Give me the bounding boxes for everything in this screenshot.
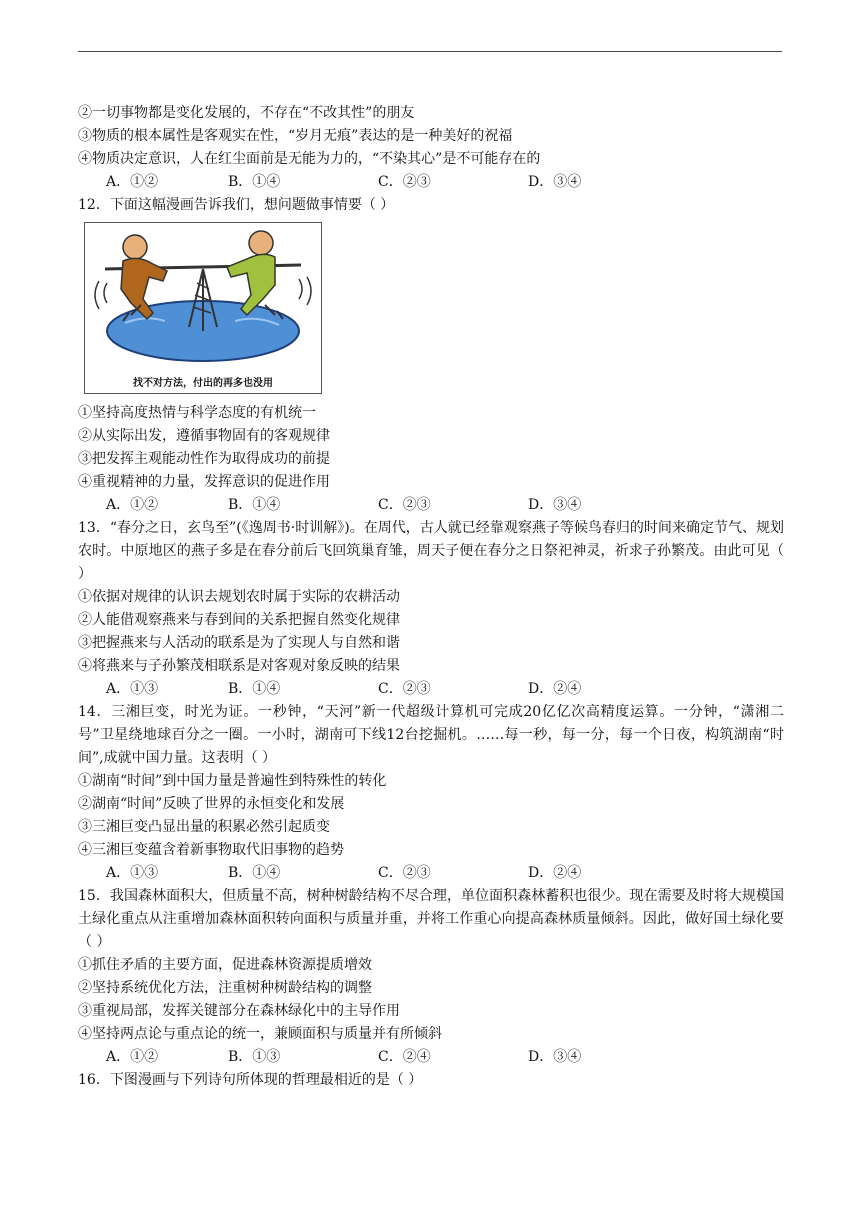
choice-b: B．①④ <box>228 174 281 190</box>
option-line: ③三湘巨变凸显出量的积累必然引起质变 <box>78 819 330 835</box>
choice-d: D．②④ <box>528 681 582 697</box>
cartoon-image <box>84 222 322 394</box>
choice-c: C．②④ <box>378 1049 431 1065</box>
option-line: ①抓住矛盾的主要方面，促进森林资源提质增效 <box>78 957 372 973</box>
choice-b: B．①③ <box>228 1049 281 1065</box>
option-line: ①湖南“时间”到中国力量是普遍性到特殊性的转化 <box>78 773 387 789</box>
choice-b: B．①④ <box>228 497 281 513</box>
choice-a: A．①③ <box>106 681 159 697</box>
cartoon-illustration <box>85 223 321 393</box>
cartoon-caption: 找不对方法，付出的再多也没用 <box>133 378 273 389</box>
option-line: ④三湘巨变蕴含着新事物取代旧事物的趋势 <box>78 842 344 858</box>
option-line: ③把握燕来与人活动的联系是为了实现人与自然和谐 <box>78 635 400 651</box>
choice-c: C．②③ <box>378 681 431 697</box>
option-line: ④坚持两点论与重点论的统一，兼顾面积与质量并有所倾斜 <box>78 1026 442 1042</box>
option-line: ③把发挥主观能动性作为取得成功的前提 <box>78 451 330 467</box>
choice-b: B．①④ <box>228 865 281 881</box>
answer-choices <box>78 678 784 701</box>
choice-c: C．②③ <box>378 865 431 881</box>
answer-choices <box>78 494 784 517</box>
question-14-stem: 14．三湘巨变，时光为证。一秒钟，“天河”新一代超级计算机可完成20亿亿次高精度运算。一分钟，“潇湘二号”卫星绕地球百分之一圈。一小时，湖南可下线12台挖掘机。……每一秒，每一分，每一个日夜，构筑湖南“时间”,成就中国力量。这表明（ ） <box>78 704 784 766</box>
option-line: ②湖南“时间”反映了世界的永恒变化和发展 <box>78 796 345 812</box>
choice-c: C．②③ <box>378 497 431 513</box>
option-line: ④物质决定意识，人在红尘面前是无能为力的，“不染其心”是不可能存在的 <box>78 151 541 167</box>
option-line: ④重视精神的力量，发挥意识的促进作用 <box>78 474 330 490</box>
option-line: ②坚持系统优化方法，注重树种树龄结构的调整 <box>78 980 372 996</box>
choice-a: A．①② <box>106 174 159 190</box>
option-line: ③物质的根本属性是客观实在性，“岁月无痕”表达的是一种美好的祝福 <box>78 128 513 144</box>
choice-d: D．②④ <box>528 865 582 881</box>
option-line: ③重视局部，发挥关键部分在森林绿化中的主导作用 <box>78 1003 400 1019</box>
choice-d: D．③④ <box>528 497 582 513</box>
option-line: ②从实际出发，遵循事物固有的客观规律 <box>78 428 330 444</box>
choice-a: A．①③ <box>106 865 159 881</box>
question-15-stem: 15．我国森林面积大，但质量不高，树种树龄结构不尽合理，单位面积森林蓄积也很少。现在需要及时将大规模国土绿化重点从注重增加森林面积转向面积与质量并重，并将工作重心向提高森林质量倾斜。因此，做好国土绿化要（ ） <box>78 888 784 950</box>
choice-d: D．③④ <box>528 174 582 190</box>
choice-b: B．①④ <box>228 681 281 697</box>
answer-choices <box>78 862 784 885</box>
option-line: ②一切事物都是变化发展的，不存在“不改其性”的朋友 <box>78 105 415 121</box>
header-rule <box>78 51 782 52</box>
question-content <box>78 102 784 1092</box>
option-line: ①坚持高度热情与科学态度的有机统一 <box>78 405 316 421</box>
question-13-stem: 13．“春分之日，玄鸟至”(《逸周书·时训解》)。在周代，古人就已经靠观察燕子等候鸟春归的时间来确定节气、规划农时。中原地区的燕子多是在春分前后飞回筑巢育雏，周天子便在春分之日祭祀神灵，祈求子孙繁茂。由此可见（ ） <box>78 520 784 582</box>
choice-a: A．①② <box>106 1049 159 1065</box>
choice-a: A．①② <box>106 497 159 513</box>
question-12-stem: 12．下面这幅漫画告诉我们，想问题做事情要（ ） <box>78 197 395 213</box>
answer-choices <box>78 1046 784 1069</box>
question-16-stem: 16．下图漫画与下列诗句所体现的哲理最相近的是（ ） <box>78 1072 423 1088</box>
option-line: ①依据对规律的认识去规划农时属于实际的农耕活动 <box>78 589 400 605</box>
choice-d: D．③④ <box>528 1049 582 1065</box>
choice-c: C．②③ <box>378 174 431 190</box>
option-line: ②人能借观察燕来与春到间的关系把握自然变化规律 <box>78 612 400 628</box>
answer-choices <box>78 171 784 194</box>
option-line: ④将燕来与子孙繁茂相联系是对客观对象反映的结果 <box>78 658 400 674</box>
